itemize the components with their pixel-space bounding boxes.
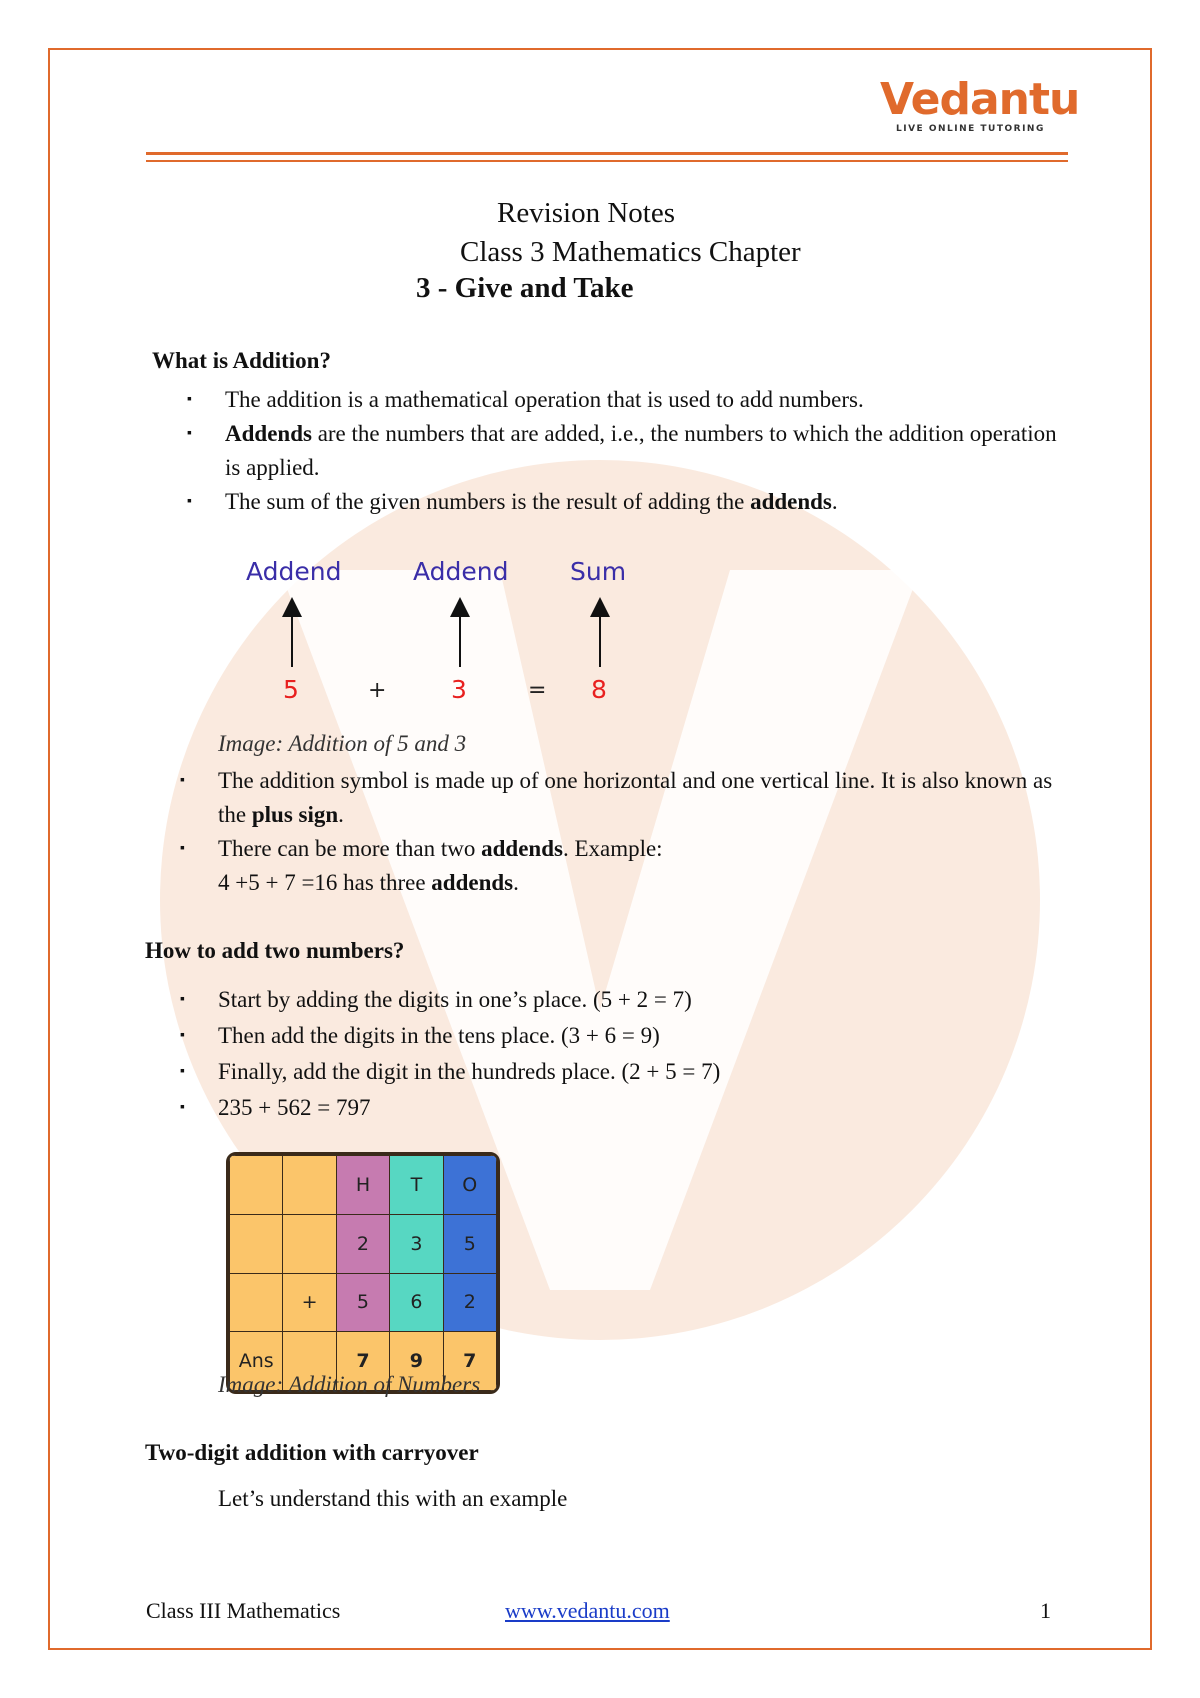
- logo-tagline: LIVE ONLINE TUTORING: [896, 124, 1045, 134]
- table-row: [230, 1156, 497, 1215]
- section-heading-carryover: Two-digit addition with carryover: [145, 1440, 479, 1465]
- header-cell-ones: O: [443, 1156, 496, 1215]
- title-line-3: 3 - Give and Take: [416, 272, 634, 304]
- caption-addition-5-3: Image: Addition of 5 and 3: [218, 731, 467, 756]
- header-cell-hundreds: H: [336, 1156, 389, 1215]
- table-cell: [230, 1214, 283, 1273]
- addend-label-1: Addend: [246, 557, 342, 586]
- footer-subject: Class III Mathematics: [146, 1598, 341, 1623]
- page-number: 1: [1040, 1598, 1051, 1623]
- caption-addition-of-numbers: Image: Addition of Numbers: [218, 1372, 481, 1397]
- table-cell: 3: [390, 1214, 443, 1273]
- answer-cell: 7: [443, 1332, 496, 1391]
- answer-cell: 7: [336, 1332, 389, 1391]
- list-item: ▪ Finally, add the digit in the hundreds place. (2 + 5 = 7): [180, 1059, 721, 1084]
- list-item: ▪ The addition is a mathematical operation that is used to add numbers.: [187, 387, 864, 412]
- carryover-intro-text: Let’s understand this with an example: [218, 1486, 568, 1511]
- table-cell: 2: [336, 1214, 389, 1273]
- table-cell: [283, 1156, 336, 1215]
- table-cell: [283, 1214, 336, 1273]
- plus-cell: +: [283, 1273, 336, 1332]
- addition-bullet-list: [187, 383, 1065, 519]
- footer-website-link[interactable]: www.vedantu.com: [505, 1598, 670, 1623]
- addition-bullet-list-2: [180, 764, 1068, 900]
- addition-diagram: [230, 545, 650, 720]
- plus-operator: +: [368, 678, 387, 703]
- equals-operator: =: [528, 678, 547, 703]
- table-row: [230, 1214, 497, 1273]
- addend-label-2: Addend: [413, 557, 509, 586]
- list-item: ▪ Addends are the numbers that are added, i.e., the numbers to which the addition operation is applied.: [187, 421, 1057, 480]
- header-rule: [146, 152, 1068, 155]
- table-cell: 6: [390, 1273, 443, 1332]
- sum-label: Sum: [570, 557, 627, 586]
- vedantu-logo[interactable]: [880, 74, 1080, 148]
- how-to-add-bullet-list: [180, 982, 1068, 1126]
- addend-value-1: 5: [283, 675, 299, 704]
- list-item: ▪ 235 + 562 = 797: [180, 1095, 371, 1120]
- logo-text: Vedantu: [880, 74, 1080, 125]
- sum-value: 8: [591, 675, 607, 704]
- place-value-table: [226, 1152, 500, 1394]
- list-item: ▪ Start by adding the digits in one’s place. (5 + 2 = 7): [180, 987, 692, 1012]
- table-cell: [230, 1273, 283, 1332]
- header-rule-thin: [146, 160, 1068, 162]
- table-cell: 5: [443, 1214, 496, 1273]
- list-item: ▪ Then add the digits in the tens place. (3 + 6 = 9): [180, 1023, 660, 1048]
- section-heading-how-to-add: How to add two numbers?: [145, 938, 405, 963]
- title-line-2: Class 3 Mathematics Chapter: [460, 236, 801, 268]
- header-cell-tens: T: [390, 1156, 443, 1215]
- list-item: ▪ The sum of the given numbers is the result of adding the addends.: [187, 489, 838, 514]
- table-cell: [230, 1156, 283, 1215]
- table-row: [230, 1273, 497, 1332]
- list-item: ▪ There can be more than two addends. Example:: [180, 836, 663, 861]
- table-cell: 2: [443, 1273, 496, 1332]
- list-item-continuation: 4 +5 + 7 =16 has three addends.: [218, 870, 519, 895]
- answer-cell: 9: [390, 1332, 443, 1391]
- list-item: ▪ The addition symbol is made up of one horizontal and one vertical line. It is also known as the plus sign.: [180, 768, 1053, 827]
- addend-value-2: 3: [451, 675, 467, 704]
- title-line-1: Revision Notes: [497, 197, 676, 229]
- section-heading-addition: What is Addition?: [152, 348, 331, 373]
- table-cell: 5: [336, 1273, 389, 1332]
- ans-label-cell: Ans: [230, 1332, 283, 1391]
